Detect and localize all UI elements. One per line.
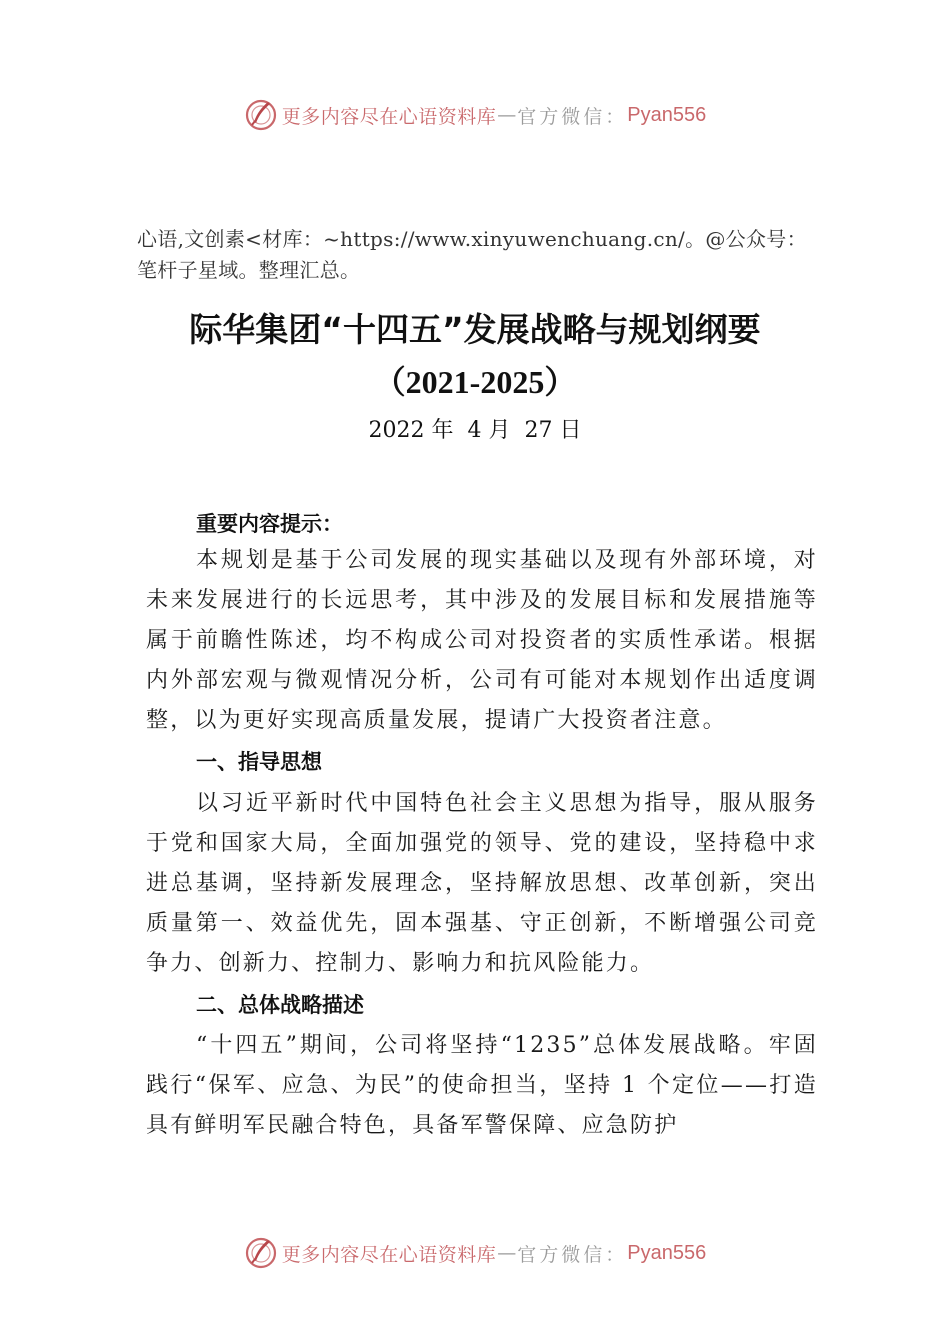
strategy-heading: 二、总体战略描述 — [196, 993, 364, 1017]
watermark-dash: — — [497, 1242, 517, 1264]
notice-paragraph: 本规划是基于公司发展的现实基础以及现有外部环境，对未来发展进行的长远思考，其中涉及的发展目标和发展措施等属于前瞻性陈述，均不构成公司对投资者的实质性承诺。根据内外部宏观与微观情况分析，公司有可能对本规划作出适度调整，以为更好实现高质量发展，提请广大投资者注意。 — [146, 548, 818, 733]
quill-seal-icon — [244, 1236, 278, 1270]
strategy-paragraph: “十四五”期间，公司将坚持“1235”总体发展战略。牢固践行“保军、应急、为民”的使命担当，坚持 1 个定位——打造具有鲜明军民融合特色，具备军警保障、应急防护 — [146, 1033, 818, 1138]
document-title: 际华集团“十四五”发展战略与规划纲要 — [189, 310, 761, 349]
footer-watermark — [0, 1233, 950, 1273]
guiding-thought-paragraph: 以习近平新时代中国特色社会主义思想为指导，服从服务于党和国家大局，全面加强党的领导、党的建设，坚持稳中求进总基调，坚持新发展理念，坚持解放思想、改革创新，突出质量第一、效益优先，固本强基、守正创新，不断增强公司竞争力、创新力、控制力、影响力和抗风险能力。 — [146, 791, 818, 976]
document-subtitle-years: （2021-2025） — [373, 364, 577, 400]
watermark-main-text: 更多内容尽在心语资料库 — [281, 105, 497, 128]
watermark-wechat-id: Pyan556 — [627, 1241, 707, 1264]
quill-seal-icon — [244, 98, 278, 132]
watermark-label: 官方微信： — [517, 105, 628, 128]
document-date: 2022 年 4 月 27 日 — [368, 418, 582, 443]
watermark-wechat-id: Pyan556 — [627, 103, 707, 126]
guiding-thought-heading: 一、指导思想 — [196, 750, 322, 774]
watermark-dash: — — [497, 104, 517, 126]
header-watermark — [0, 95, 950, 135]
source-note: 心语,文创素<材库：~https://www.xinyuwenchuang.cn/。@公众号：笔杆子星域。整理汇总。 — [137, 227, 807, 282]
watermark-label: 官方微信： — [517, 1243, 628, 1266]
notice-heading: 重要内容提示： — [196, 512, 343, 536]
watermark-main-text: 更多内容尽在心语资料库 — [281, 1243, 497, 1266]
